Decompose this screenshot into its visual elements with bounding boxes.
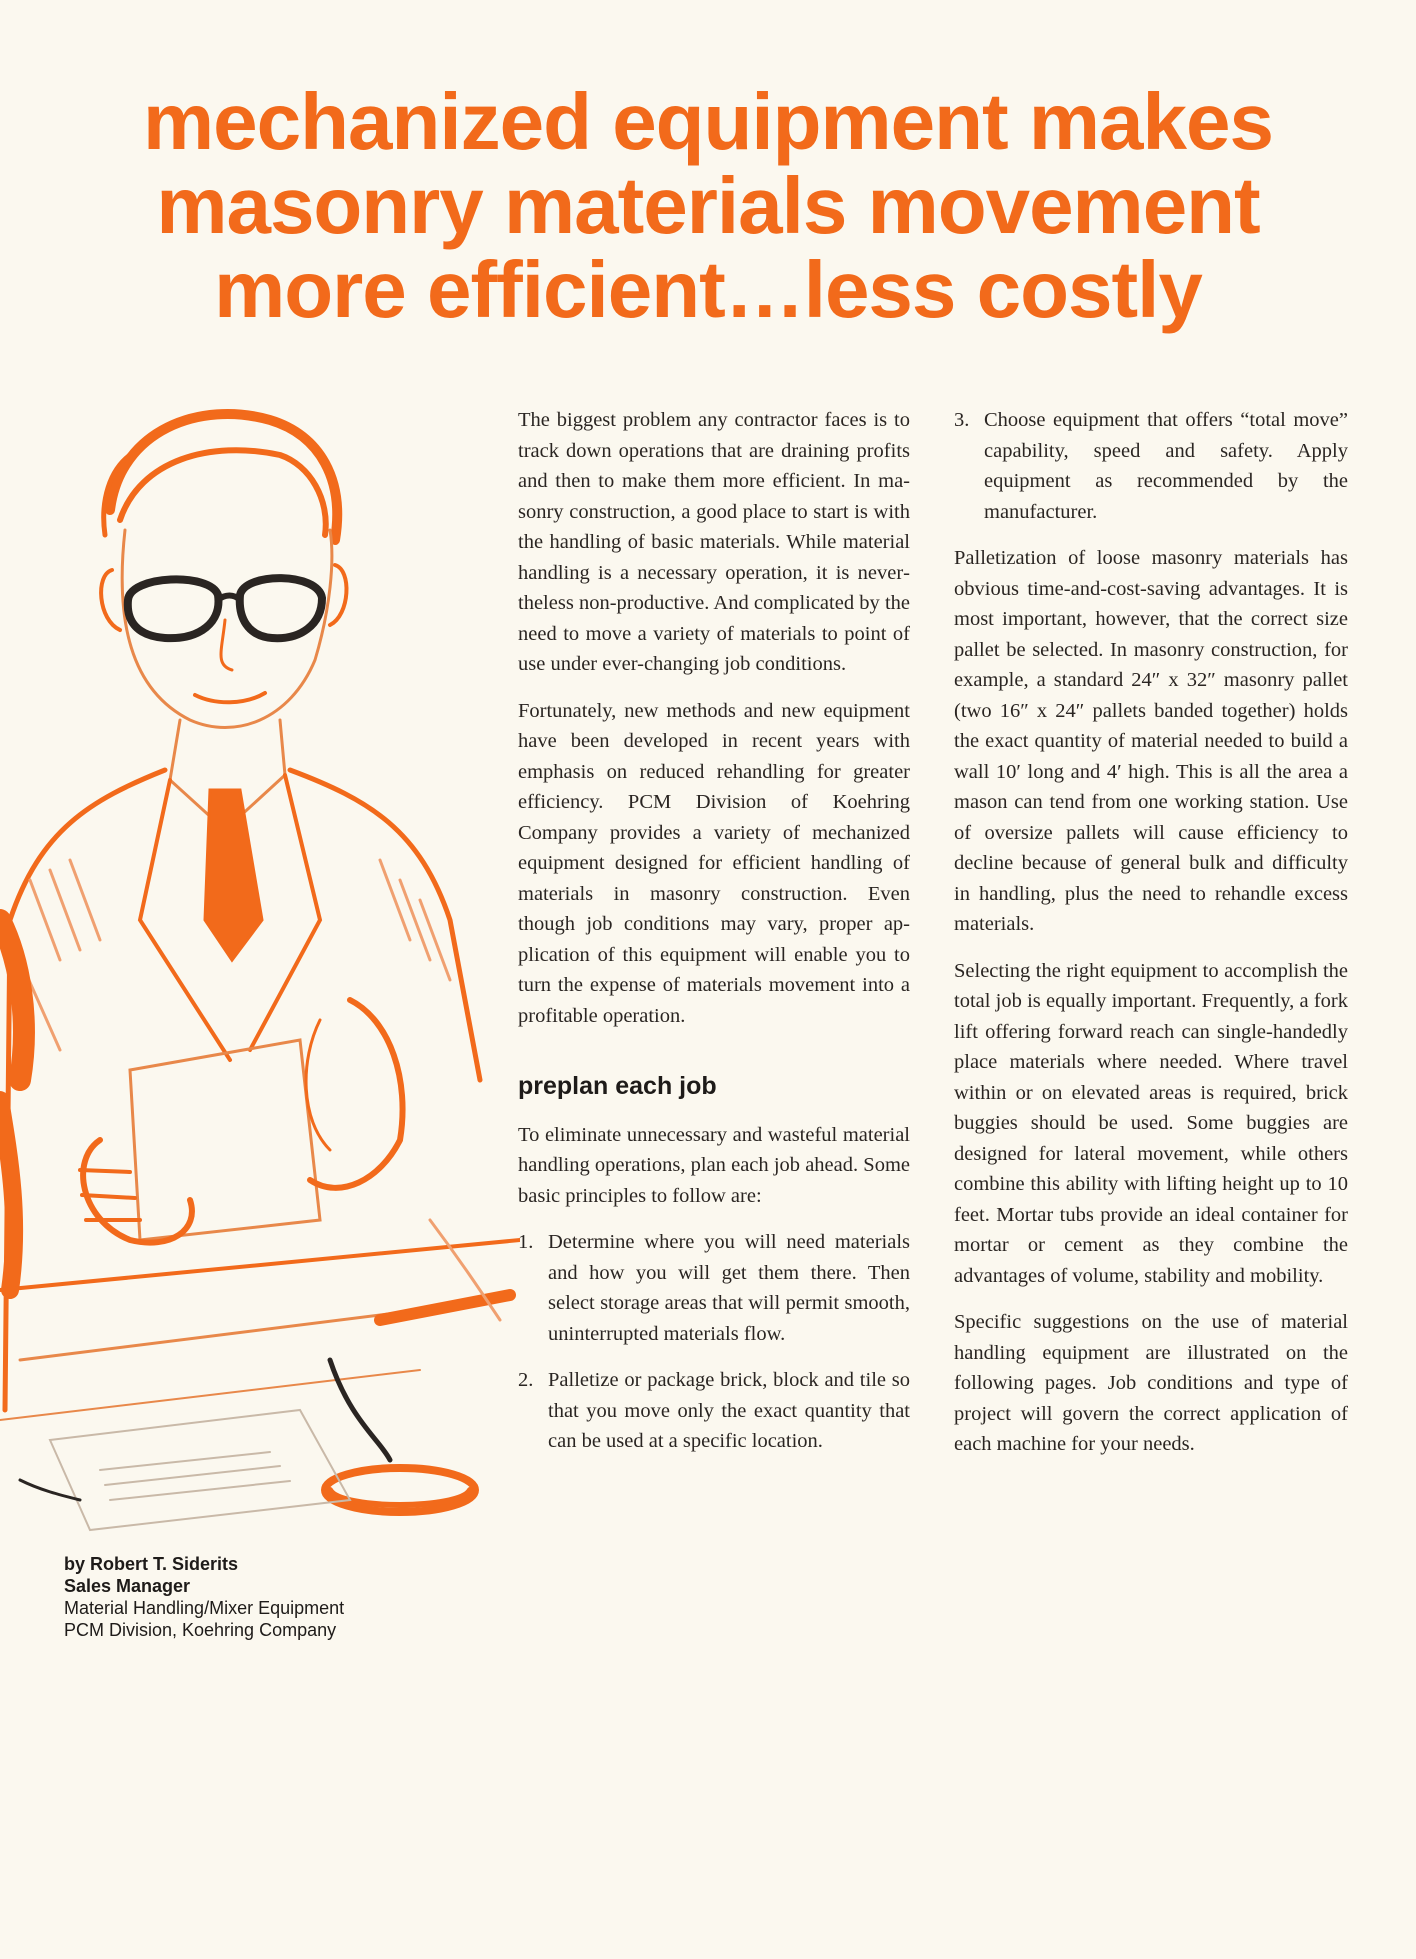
headline-line-2: masonry materials movement bbox=[156, 161, 1260, 250]
list-item-number: 1. bbox=[518, 1231, 534, 1253]
section-heading: preplan each job bbox=[518, 1072, 717, 1100]
sketch-portrait-icon bbox=[0, 360, 520, 1540]
headline-line-3: more efficient…less costly bbox=[214, 245, 1202, 334]
list-item-text: Palletize or package brick, block and tile so that you move only the exact quantity that can be used at a specific location. bbox=[548, 1369, 910, 1452]
article-column-2 bbox=[954, 405, 1348, 1476]
byline bbox=[64, 1553, 444, 1641]
headline bbox=[40, 77, 1376, 334]
principles-list bbox=[518, 1227, 910, 1457]
headline-line-1: mechanized equipment makes bbox=[143, 77, 1273, 166]
list-item bbox=[518, 1227, 910, 1349]
article-column-1 bbox=[518, 405, 910, 1473]
paragraph: To eliminate unnecessary and wasteful material handling operations, plan each job ahead. Some basic principles to follow are: bbox=[518, 1123, 910, 1207]
byline-author: by Robert T. Siderits bbox=[64, 1554, 239, 1574]
list-item-number: 2. bbox=[518, 1369, 534, 1391]
list-item bbox=[518, 1365, 910, 1457]
byline-title: Sales Manager bbox=[64, 1576, 191, 1596]
byline-department: Material Handling/Mixer Equipment bbox=[64, 1598, 345, 1618]
paragraph: Selecting the right equipment to accomplish the total job is equally important. Frequently, a fork lift offering forward reach can single-handedly place materials where needed. Where travel within or on elevated areas is required, brick buggies should be used. Some buggies are designed for lateral movement, while others combine this ability with lifting height up to 10 feet. Mortar tubs provide an ideal container for mortar or cement as they combine the advantages of volume, stability and mobility. bbox=[954, 959, 1348, 1287]
principles-list-continued bbox=[954, 405, 1348, 527]
paragraph: Specific suggestions on the use of material handling equipment are illustrated on the following pages. Job conditions and type of project will govern the correct application of each machine for your needs. bbox=[954, 1311, 1348, 1455]
list-item-number: 3. bbox=[954, 409, 970, 431]
list-item-text: Determine where you will need materials and how you will get them there. Then select storage areas that will permit smooth, uninterrupted materials flow. bbox=[548, 1231, 910, 1345]
list-item-text: Choose equipment that offers “total move” capability, speed and safety. Apply equipment as recommended by the manufacturer. bbox=[984, 409, 1348, 523]
list-item bbox=[954, 405, 1348, 527]
paragraph: Fortunately, new methods and new equipment have been developed in recent years with emphasis on reduced rehandling for greater efficiency. PCM Division of Koehring Company provides a variety of mechanized equipment designed for efficient handling of materials in masonry construction. Even though job conditions may vary, proper application of this equipment will enable you to turn the expense of materials movement into a profitable operation. bbox=[518, 699, 910, 1027]
byline-company: PCM Division, Koehring Company bbox=[64, 1620, 337, 1640]
paragraph: Palletization of loose masonry materials has obvious time-and-cost-saving advantages. It is most important, however, that the correct size pallet be selected. In masonry construction, for example, a standard 24″ x 32″ masonry pallet (two 16″ x 24″ pallets banded together) holds the exact quantity of material needed to build a wall 10′ long and 4′ high. This is all the area a mason can tend from one working station. Use of oversize pallets will cause efficiency to decline because of general bulk and difficulty in handling, plus the need to rehandle excess materials. bbox=[954, 547, 1348, 935]
paragraph: The biggest problem any contractor faces is to track down operations that are draining profits and then to make them more efficient. In masonry construction, a good place to start is with the handling of basic materials. While material handling is a necessary operation, it is nevertheless non-productive. And complicated by the need to move a variety of materials to point of use under ever-changing job conditions. bbox=[518, 409, 910, 675]
